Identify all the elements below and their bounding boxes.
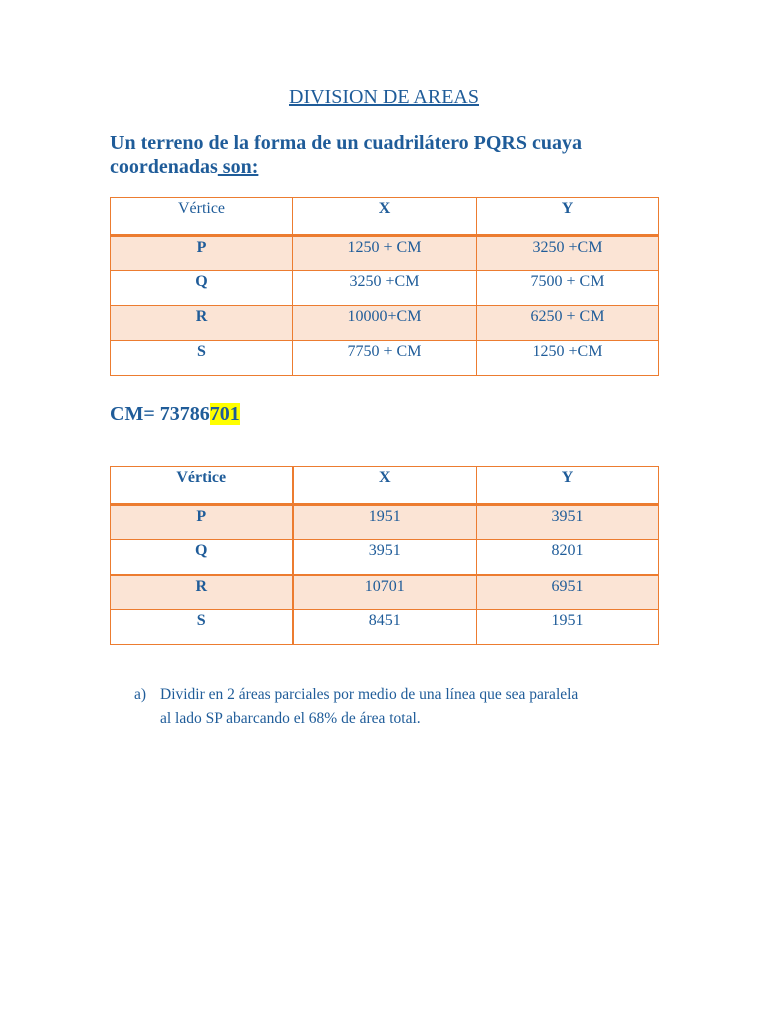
cell-x: 7750 + CM <box>293 341 477 376</box>
table-row <box>111 341 659 376</box>
cell-y: 6250 + CM <box>477 306 659 341</box>
task-marker: a) <box>134 686 147 703</box>
cell-x: 10701 <box>293 575 477 610</box>
statement-line-2 <box>110 155 670 179</box>
table-row <box>111 540 659 575</box>
header-y: Y <box>477 467 659 505</box>
cell-x: 1250 + CM <box>293 236 477 271</box>
cell-vertex: S <box>111 610 293 645</box>
cell-vertex: Q <box>111 271 293 306</box>
table-row <box>111 306 659 341</box>
statement-line-2-underlined: son: <box>217 156 259 178</box>
cm-label: CM= 73786 <box>110 403 210 425</box>
cell-x: 8451 <box>293 610 477 645</box>
table-row <box>111 271 659 306</box>
cell-y: 3250 +CM <box>477 236 659 271</box>
header-x: X <box>293 467 477 505</box>
cell-vertex: R <box>111 306 293 341</box>
table-row <box>111 610 659 645</box>
table-header-row <box>111 198 659 236</box>
header-y: Y <box>477 198 659 236</box>
header-x: X <box>293 198 477 236</box>
cell-x: 10000+CM <box>293 306 477 341</box>
cell-x: 3951 <box>293 540 477 575</box>
coordinates-table-computed <box>110 466 659 645</box>
task-line-2: al lado SP abarcando el 68% de área total. <box>160 710 421 727</box>
cell-y: 1951 <box>477 610 659 645</box>
table-row <box>111 236 659 271</box>
statement-line-1: Un terreno de la forma de un cuadrilátero PQRS cuaya <box>110 132 583 154</box>
table-header-row <box>111 467 659 505</box>
cm-value <box>110 403 240 426</box>
task-list <box>134 683 674 731</box>
statement-line-2-text: coordenadas <box>110 156 218 178</box>
cell-y: 7500 + CM <box>477 271 659 306</box>
cell-vertex: Q <box>111 540 293 575</box>
page-title: DIVISION DE AREAS <box>289 86 479 108</box>
header-vertex: Vértice <box>111 198 293 236</box>
cell-y: 6951 <box>477 575 659 610</box>
cell-vertex: P <box>111 236 293 271</box>
table-row <box>111 505 659 540</box>
header-vertex: Vértice <box>111 467 293 505</box>
cell-y: 8201 <box>477 540 659 575</box>
cell-y: 1250 +CM <box>477 341 659 376</box>
task-line-1: Dividir en 2 áreas parciales por medio de una línea que sea paralela <box>160 686 579 703</box>
table-row <box>111 575 659 610</box>
problem-statement <box>110 131 670 179</box>
coordinates-table-formula <box>110 197 659 376</box>
cell-vertex: S <box>111 341 293 376</box>
cell-vertex: R <box>111 575 293 610</box>
cm-highlighted-digits: 701 <box>209 403 240 425</box>
cell-vertex: P <box>111 505 293 540</box>
cell-x: 1951 <box>293 505 477 540</box>
task-item <box>134 683 674 707</box>
cell-y: 3951 <box>477 505 659 540</box>
cell-x: 3250 +CM <box>293 271 477 306</box>
